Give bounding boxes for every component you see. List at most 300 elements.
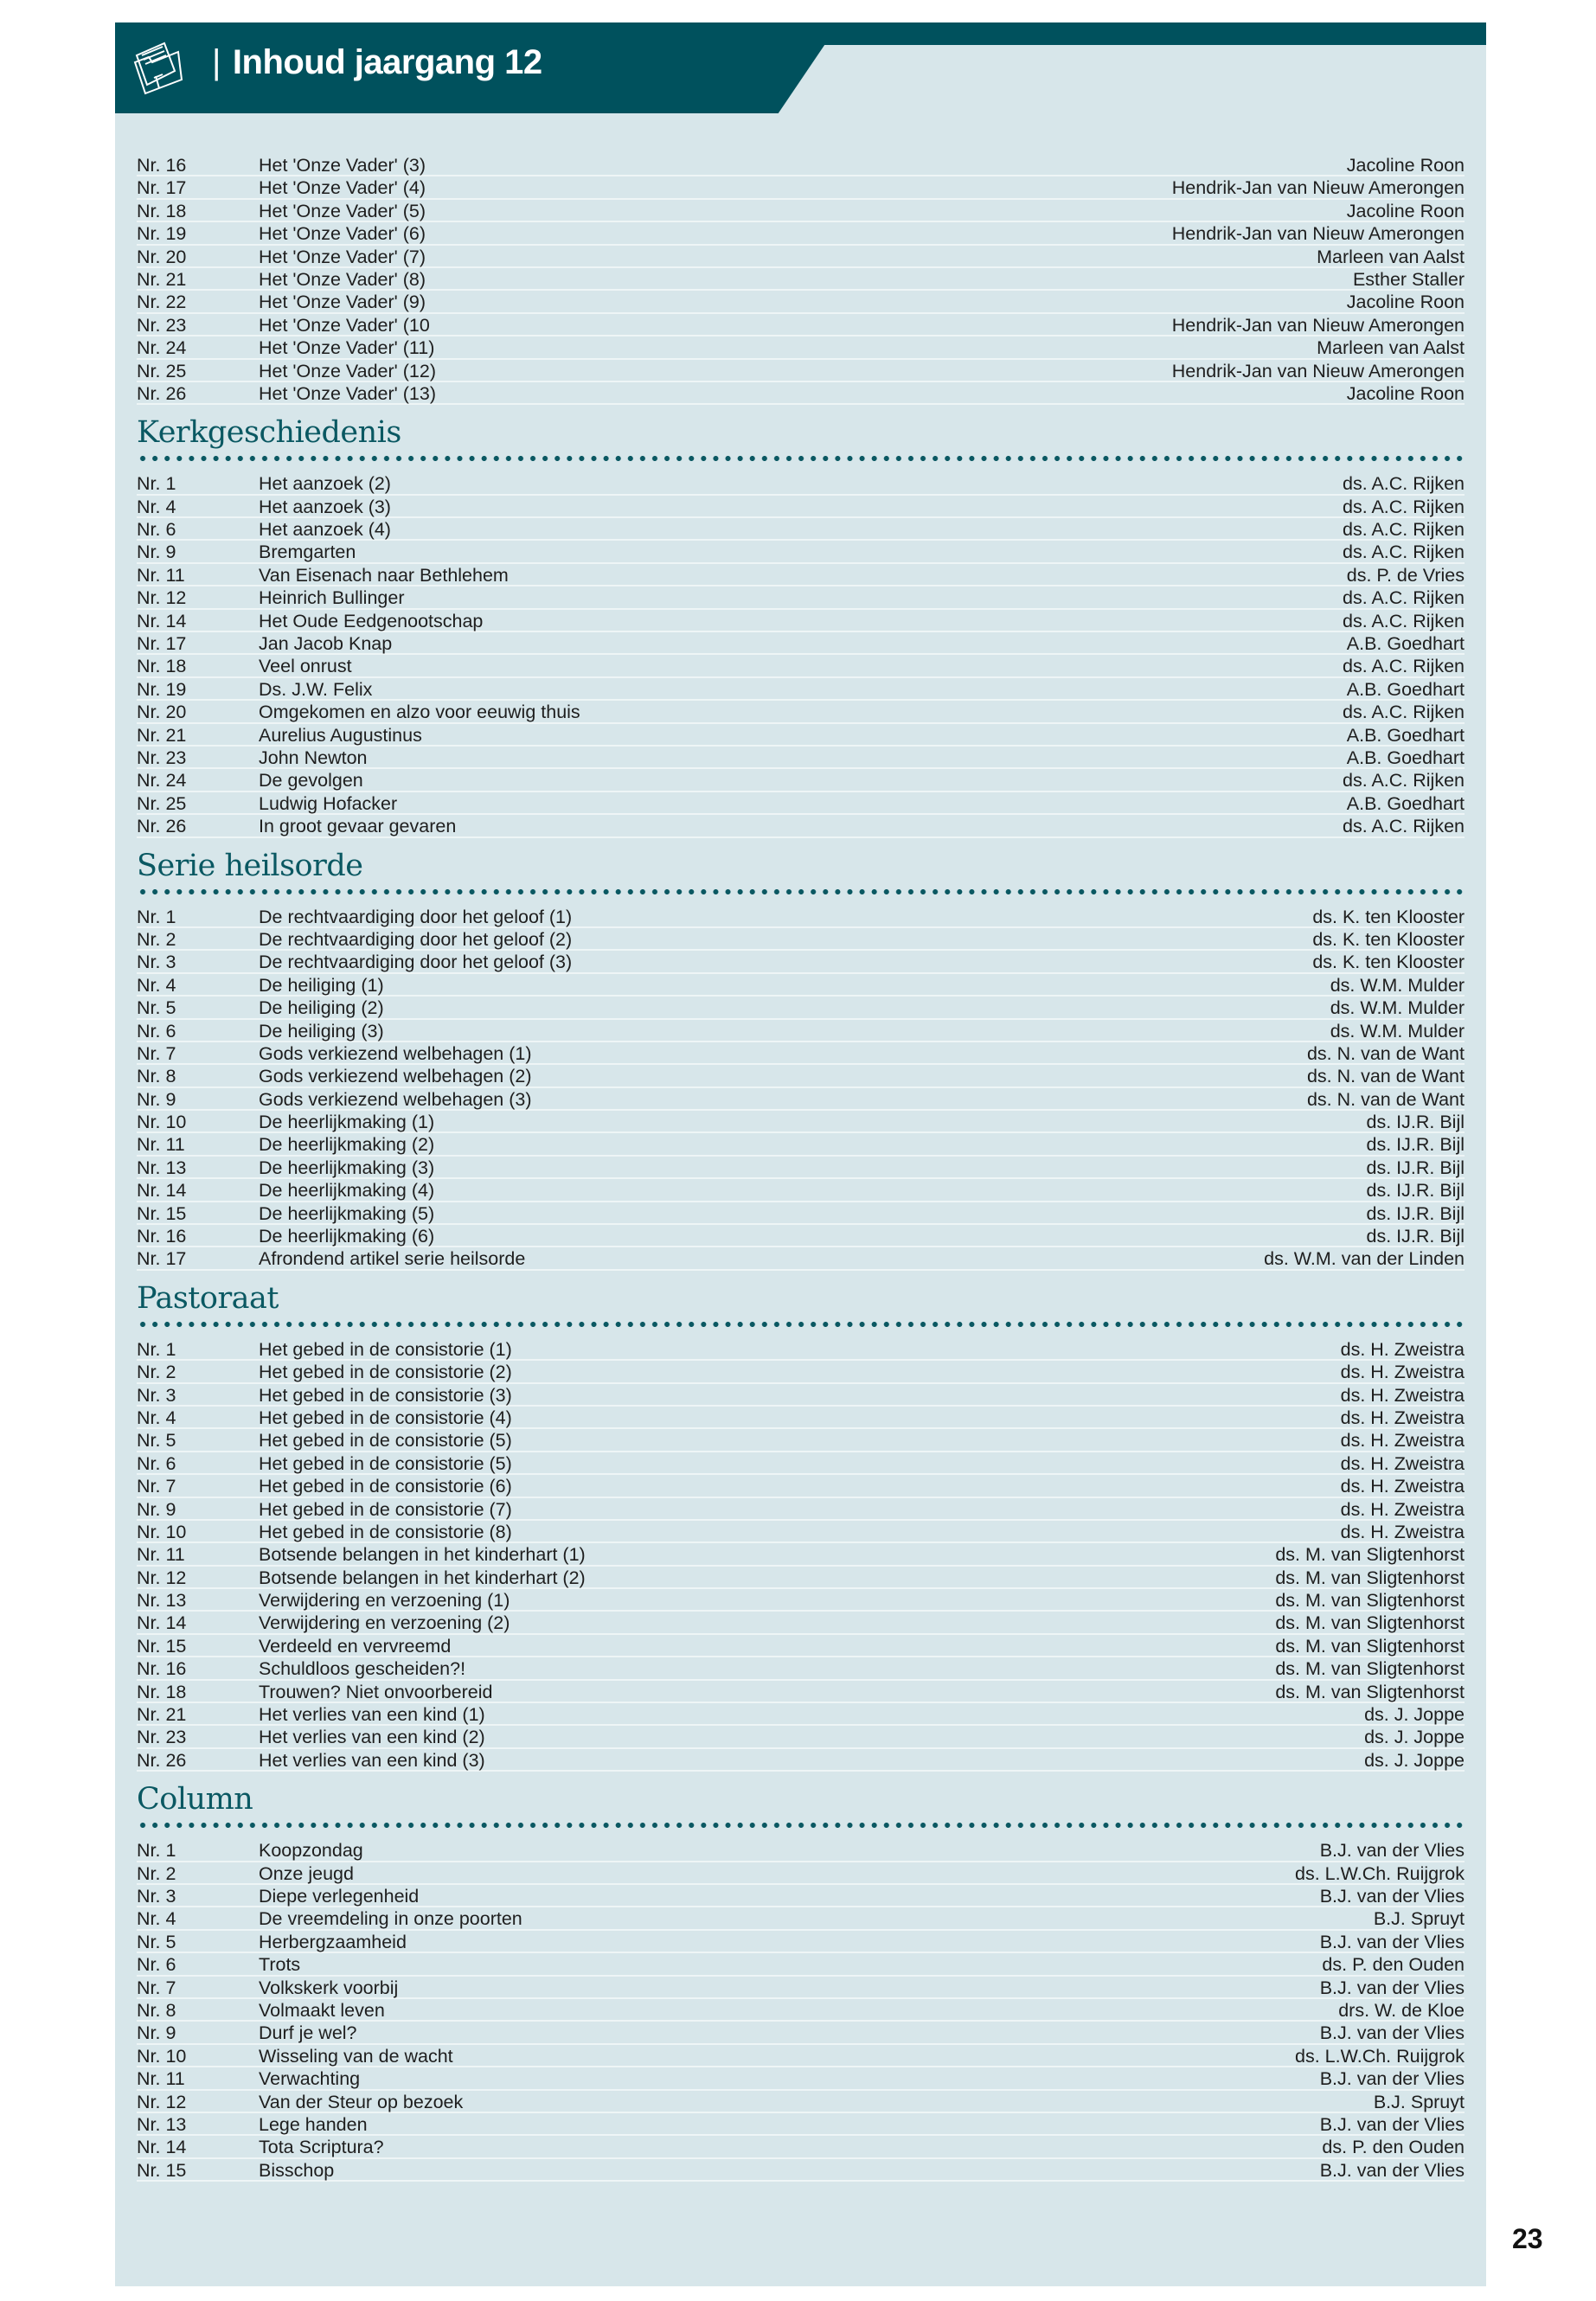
table-row [137,951,1465,973]
row-title: Ludwig Hofacker [259,792,398,814]
row-nr: Nr. 16 [137,1226,187,1247]
row-nr: Nr. 13 [137,2113,187,2135]
table-row [137,1999,1465,2022]
table-row [137,1543,1465,1566]
row-title: De heerlijkmaking (5) [259,1202,435,1224]
row-title: Het gebed in de consistorie (8) [259,1521,512,1542]
row-author: A.B. Goedhart [1346,678,1465,700]
row-nr: Nr. 14 [137,610,187,631]
row-title: Gods verkiezend welbehagen (1) [259,1042,532,1064]
row-author: B.J. van der Vlies [1319,1840,1465,1862]
row-title: Van Eisenach naar Bethlehem [259,564,509,586]
row-title: Gods verkiezend welbehagen (2) [259,1066,532,1087]
row-title: Afrondend artikel serie heilsorde [259,1248,526,1270]
table-row [137,747,1465,769]
row-title: Het aanzoek (3) [259,496,391,517]
table-row [137,1703,1465,1726]
row-nr: Nr. 2 [137,1362,176,1383]
row-author: ds. A.C. Rijken [1343,770,1465,792]
table-row [137,200,1465,222]
row-nr: Nr. 4 [137,1407,176,1428]
row-title: De heiliging (3) [259,1020,384,1042]
table-row [137,176,1465,199]
row-nr: Nr. 12 [137,1567,187,1588]
row-nr: Nr. 6 [137,1020,176,1042]
row-author: ds. L.W.Ch. Ruijgrok [1295,2045,1465,2067]
section-header [137,1271,1465,1338]
table-row [137,1157,1465,1179]
row-title: Botsende belangen in het kinderhart (2) [259,1567,586,1588]
table-row [137,1429,1465,1452]
row-author: Jacoline Roon [1346,155,1465,176]
table-row [137,1384,1465,1407]
table-row [137,655,1465,677]
row-title: Verwijdering en verzoening (1) [259,1590,510,1612]
row-nr: Nr. 9 [137,542,176,563]
row-author: Esther Staller [1352,268,1465,290]
table-row [137,769,1465,792]
row-nr: Nr. 7 [137,1042,176,1064]
table-row [137,314,1465,336]
row-nr: Nr. 9 [137,1088,176,1110]
row-author: Hendrik-Jan van Nieuw Amerongen [1171,360,1465,381]
row-author: ds. K. ten Klooster [1312,906,1465,927]
row-nr: Nr. 20 [137,702,187,723]
row-nr: Nr. 4 [137,1908,176,1930]
table-row [137,906,1465,928]
row-title: Het 'Onze Vader' (7) [259,246,426,267]
row-title: Koopzondag [259,1840,363,1862]
row-nr: Nr. 5 [137,997,176,1019]
row-nr: Nr. 1 [137,1338,176,1360]
row-title: Het gebed in de consistorie (2) [259,1362,512,1383]
row-nr: Nr. 11 [137,1134,185,1156]
row-title: Het gebed in de consistorie (4) [259,1407,512,1428]
row-nr: Nr. 7 [137,1476,176,1497]
row-title: Het 'Onze Vader' (9) [259,292,426,313]
table-row [137,564,1465,586]
row-title: Lege handen [259,2113,368,2135]
row-nr: Nr. 1 [137,906,176,927]
row-title: Het 'Onze Vader' (5) [259,200,426,221]
table-row [137,1726,1465,1748]
table-row [137,1452,1465,1475]
folder-documents-icon [130,36,190,97]
row-nr: Nr. 3 [137,1384,176,1406]
row-title: John Newton [259,747,368,768]
row-title: De heerlijkmaking (2) [259,1134,435,1156]
table-row [137,1839,1465,1862]
row-author: ds. L.W.Ch. Ruijgrok [1295,1862,1465,1884]
row-author: ds. M. van Sligtenhorst [1275,1658,1465,1680]
row-author: ds. A.C. Rijken [1343,473,1465,495]
row-author: ds. W.M. Mulder [1330,974,1465,996]
section-heading: Serie heilsorde [137,848,363,883]
table-row [137,1749,1465,1772]
row-author: ds. N. van de Want [1306,1066,1465,1087]
table-row [137,1088,1465,1111]
row-author: ds. M. van Sligtenhorst [1275,1567,1465,1588]
row-nr: Nr. 5 [137,1931,176,1952]
section-header [137,405,1465,472]
row-author: ds. N. van de Want [1306,1042,1465,1064]
row-author: ds. A.C. Rijken [1343,656,1465,677]
table-of-contents [137,154,1465,2182]
dotted-divider [137,888,1465,895]
row-author: ds. K. ten Klooster [1312,952,1465,973]
table-row [137,2091,1465,2113]
table-row [137,1020,1465,1042]
row-author: Marleen van Aalst [1317,337,1465,359]
row-author: B.J. van der Vlies [1319,2113,1465,2135]
row-title: Verwachting [259,2068,361,2090]
table-row [137,678,1465,701]
table-row [137,222,1465,245]
row-nr: Nr. 23 [137,314,187,336]
table-row [137,472,1465,495]
row-title: Het 'Onze Vader' (4) [259,177,426,199]
row-title: Volmaakt leven [259,1999,385,2021]
row-title: Het gebed in de consistorie (5) [259,1452,512,1474]
row-title: De heiliging (1) [259,974,384,996]
row-title: De rechtvaardiging door het geloof (2) [259,928,573,950]
row-author: ds. IJ.R. Bijl [1366,1112,1465,1133]
table-row [137,632,1465,655]
row-title: Botsende belangen in het kinderhart (1) [259,1544,586,1566]
row-author: ds. IJ.R. Bijl [1366,1180,1465,1202]
row-nr: Nr. 18 [137,656,187,677]
row-nr: Nr. 2 [137,1862,176,1884]
row-author: A.B. Goedhart [1346,792,1465,814]
table-row [137,496,1465,518]
row-title: De gevolgen [259,770,363,792]
row-nr: Nr. 8 [137,1999,176,2021]
row-title: Het aanzoek (4) [259,519,391,541]
row-nr: Nr. 1 [137,1840,176,1862]
row-nr: Nr. 20 [137,246,187,267]
table-row [137,1475,1465,1497]
row-nr: Nr. 6 [137,1452,176,1474]
section [137,154,1465,405]
row-author: ds. J. Joppe [1364,1727,1465,1748]
row-author: B.J. Spruyt [1373,2091,1465,2112]
row-author: B.J. Spruyt [1373,1908,1465,1930]
row-title: Het gebed in de consistorie (6) [259,1476,512,1497]
table-row [137,1681,1465,1703]
row-author: ds. H. Zweistra [1340,1498,1465,1520]
row-nr: Nr. 14 [137,2137,187,2158]
row-title: Het 'Onze Vader' (13) [259,382,436,404]
table-row [137,246,1465,268]
row-title: Schuldloos gescheiden?! [259,1658,466,1680]
row-title: Tota Scriptura? [259,2137,384,2158]
table-row [137,360,1465,382]
row-author: ds. H. Zweistra [1340,1362,1465,1383]
row-title: Het verlies van een kind (1) [259,1704,485,1726]
table-row [137,1407,1465,1429]
row-nr: Nr. 25 [137,792,187,814]
table-row [137,1953,1465,1976]
row-title: Jan Jacob Knap [259,633,393,655]
row-title: De heerlijkmaking (4) [259,1180,435,1202]
row-author: Hendrik-Jan van Nieuw Amerongen [1171,223,1465,245]
table-row [137,1977,1465,1999]
row-title: Heinrich Bullinger [259,587,405,609]
row-title: Verwijdering en verzoening (2) [259,1612,510,1634]
row-nr: Nr. 14 [137,1612,187,1634]
table-row [137,2136,1465,2158]
row-nr: Nr. 6 [137,519,176,541]
row-nr: Nr. 11 [137,1544,185,1566]
row-author: Hendrik-Jan van Nieuw Amerongen [1171,314,1465,336]
dotted-divider [137,1822,1465,1829]
row-author: Hendrik-Jan van Nieuw Amerongen [1171,177,1465,199]
table-row [137,2067,1465,2090]
row-nr: Nr. 18 [137,200,187,221]
title-separator: | [212,43,221,81]
row-author: ds. J. Joppe [1364,1704,1465,1726]
row-author: ds. W.M. Mulder [1330,997,1465,1019]
table-row [137,336,1465,359]
row-author: ds. M. van Sligtenhorst [1275,1635,1465,1657]
row-nr: Nr. 26 [137,1749,187,1771]
row-title: Herbergzaamheid [259,1931,407,1952]
table-row [137,724,1465,747]
row-nr: Nr. 16 [137,155,187,176]
row-title: De heerlijkmaking (1) [259,1112,435,1133]
section-heading: Column [137,1782,253,1817]
row-title: De vreemdeling in onze poorten [259,1908,522,1930]
row-author: ds. W.M. Mulder [1330,1020,1465,1042]
row-author: ds. P. den Ouden [1322,2137,1465,2158]
row-author: ds. M. van Sligtenhorst [1275,1590,1465,1612]
row-title: Het 'Onze Vader' (12) [259,360,436,381]
row-author: ds. P. de Vries [1346,564,1465,586]
row-title: Trots [259,1954,301,1976]
row-author: B.J. van der Vlies [1319,2068,1465,2090]
table-row [137,1202,1465,1225]
table-row [137,1862,1465,1885]
table-row [137,1133,1465,1156]
row-author: ds. H. Zweistra [1340,1521,1465,1542]
row-title: Het Oude Eedgenootschap [259,610,484,631]
row-nr: Nr. 15 [137,1202,187,1224]
section-header [137,1772,1465,1839]
row-nr: Nr. 12 [137,2091,187,2112]
row-author: ds. M. van Sligtenhorst [1275,1681,1465,1702]
row-author: ds. IJ.R. Bijl [1366,1134,1465,1156]
row-nr: Nr. 2 [137,928,176,950]
row-nr: Nr. 21 [137,1704,187,1726]
table-row [137,1589,1465,1612]
row-title: Het verlies van een kind (3) [259,1749,485,1771]
row-title: Trouwen? Niet onvoorbereid [259,1681,493,1702]
row-nr: Nr. 16 [137,1658,187,1680]
table-row [137,1179,1465,1202]
row-title: Het 'Onze Vader' (8) [259,268,426,290]
dotted-divider [137,1321,1465,1328]
row-author: B.J. van der Vlies [1319,2022,1465,2044]
row-author: ds. H. Zweistra [1340,1407,1465,1428]
section [137,1271,1465,1772]
table-row [137,1111,1465,1133]
row-nr: Nr. 6 [137,1954,176,1976]
table-row [137,154,1465,176]
table-row [137,2022,1465,2044]
row-author: Jacoline Roon [1346,292,1465,313]
table-row [137,518,1465,541]
row-title: Het 'Onze Vader' (6) [259,223,426,245]
row-title: Het 'Onze Vader' (11) [259,337,435,359]
row-nr: Nr. 17 [137,177,187,199]
table-row [137,586,1465,609]
table-row [137,1567,1465,1589]
row-nr: Nr. 10 [137,2045,187,2067]
row-title: Aurelius Augustinus [259,724,422,746]
row-author: A.B. Goedhart [1346,747,1465,768]
section [137,1772,1465,2182]
table-row [137,1907,1465,1930]
row-nr: Nr. 17 [137,633,187,655]
table-row [137,1931,1465,1953]
section [137,405,1465,837]
row-author: ds. M. van Sligtenhorst [1275,1544,1465,1566]
page-title [212,43,542,82]
row-title: Omgekomen en alzo voor eeuwig thuis [259,702,580,723]
table-row [137,1635,1465,1657]
table-row [137,382,1465,405]
row-title: Bremgarten [259,542,356,563]
row-author: B.J. van der Vlies [1319,1977,1465,1998]
row-author: ds. W.M. van der Linden [1264,1248,1465,1270]
row-author: A.B. Goedhart [1346,633,1465,655]
table-row [137,1042,1465,1065]
row-author: B.J. van der Vlies [1319,1886,1465,1907]
row-nr: Nr. 19 [137,223,187,245]
row-title: Het gebed in de consistorie (7) [259,1498,512,1520]
row-nr: Nr. 9 [137,1498,176,1520]
section [137,838,1465,1271]
row-title: Van der Steur op bezoek [259,2091,464,2112]
row-nr: Nr. 17 [137,1248,187,1270]
row-author: ds. H. Zweistra [1340,1384,1465,1406]
row-author: B.J. van der Vlies [1319,2159,1465,2181]
row-nr: Nr. 3 [137,1886,176,1907]
row-author: ds. A.C. Rijken [1343,702,1465,723]
row-author: ds. A.C. Rijken [1343,496,1465,517]
dotted-divider [137,455,1465,462]
row-title: Veel onrust [259,656,352,677]
row-title: Het aanzoek (2) [259,473,391,495]
row-title: De heerlijkmaking (3) [259,1157,435,1178]
table-row [137,1338,1465,1361]
row-nr: Nr. 22 [137,292,187,313]
table-row [137,2159,1465,2182]
row-title: Verdeeld en vervreemd [259,1635,452,1657]
row-author: ds. P. den Ouden [1322,1954,1465,1976]
row-title: Durf je wel? [259,2022,357,2044]
table-row [137,1065,1465,1087]
row-author: drs. W. de Kloe [1338,1999,1465,2021]
row-nr: Nr. 14 [137,1180,187,1202]
row-title: De rechtvaardiging door het geloof (3) [259,952,573,973]
row-title: Volkskerk voorbij [259,1977,399,1998]
row-nr: Nr. 9 [137,2022,176,2044]
row-author: ds. H. Zweistra [1340,1338,1465,1360]
table-row [137,928,1465,951]
row-author: ds. IJ.R. Bijl [1366,1226,1465,1247]
row-nr: Nr. 3 [137,952,176,973]
section-header [137,838,1465,906]
table-row [137,2045,1465,2067]
row-nr: Nr. 10 [137,1521,187,1542]
row-author: ds. A.C. Rijken [1343,587,1465,609]
table-row [137,1612,1465,1634]
row-title: Ds. J.W. Felix [259,678,373,700]
table-row [137,610,1465,632]
table-row [137,974,1465,997]
row-title: Het verlies van een kind (2) [259,1727,485,1748]
row-nr: Nr. 15 [137,1635,187,1657]
row-author: B.J. van der Vlies [1319,1931,1465,1952]
table-row [137,1225,1465,1247]
row-title: De rechtvaardiging door het geloof (1) [259,906,573,927]
row-nr: Nr. 21 [137,724,187,746]
row-nr: Nr. 12 [137,587,187,609]
table-row [137,701,1465,723]
row-nr: Nr. 10 [137,1112,187,1133]
table-row [137,268,1465,291]
row-author: ds. A.C. Rijken [1343,542,1465,563]
row-nr: Nr. 8 [137,1066,176,1087]
row-nr: Nr. 5 [137,1430,176,1452]
row-author: ds. N. van de Want [1306,1088,1465,1110]
row-author: ds. K. ten Klooster [1312,928,1465,950]
section-heading: Kerkgeschiedenis [137,415,401,451]
table-row [137,2113,1465,2136]
row-author: ds. A.C. Rijken [1343,816,1465,837]
title-text: Inhoud jaargang 12 [232,43,542,81]
table-row [137,1498,1465,1521]
table-row [137,291,1465,313]
row-author: ds. A.C. Rijken [1343,519,1465,541]
row-nr: Nr. 4 [137,496,176,517]
row-title: Diepe verlegenheid [259,1886,420,1907]
row-author: ds. IJ.R. Bijl [1366,1157,1465,1178]
section-heading: Pastoraat [137,1280,279,1316]
row-title: Het 'Onze Vader' (3) [259,155,426,176]
row-title: In groot gevaar gevaren [259,816,457,837]
table-row [137,1885,1465,1907]
row-title: Het gebed in de consistorie (1) [259,1338,512,1360]
row-nr: Nr. 26 [137,816,187,837]
page-number: 23 [1512,2223,1543,2254]
row-author: Jacoline Roon [1346,200,1465,221]
row-author: ds. H. Zweistra [1340,1430,1465,1452]
row-title: De heiliging (2) [259,997,384,1019]
row-title: Wisseling van de wacht [259,2045,453,2067]
row-nr: Nr. 15 [137,2159,187,2181]
row-nr: Nr. 11 [137,2068,185,2090]
table-row [137,1361,1465,1383]
table-row [137,815,1465,837]
row-title: Het 'Onze Vader' (10 [259,314,430,336]
table-row [137,1521,1465,1543]
row-nr: Nr. 24 [137,770,187,792]
row-author: ds. J. Joppe [1364,1749,1465,1771]
row-author: ds. IJ.R. Bijl [1366,1202,1465,1224]
table-row [137,1657,1465,1680]
